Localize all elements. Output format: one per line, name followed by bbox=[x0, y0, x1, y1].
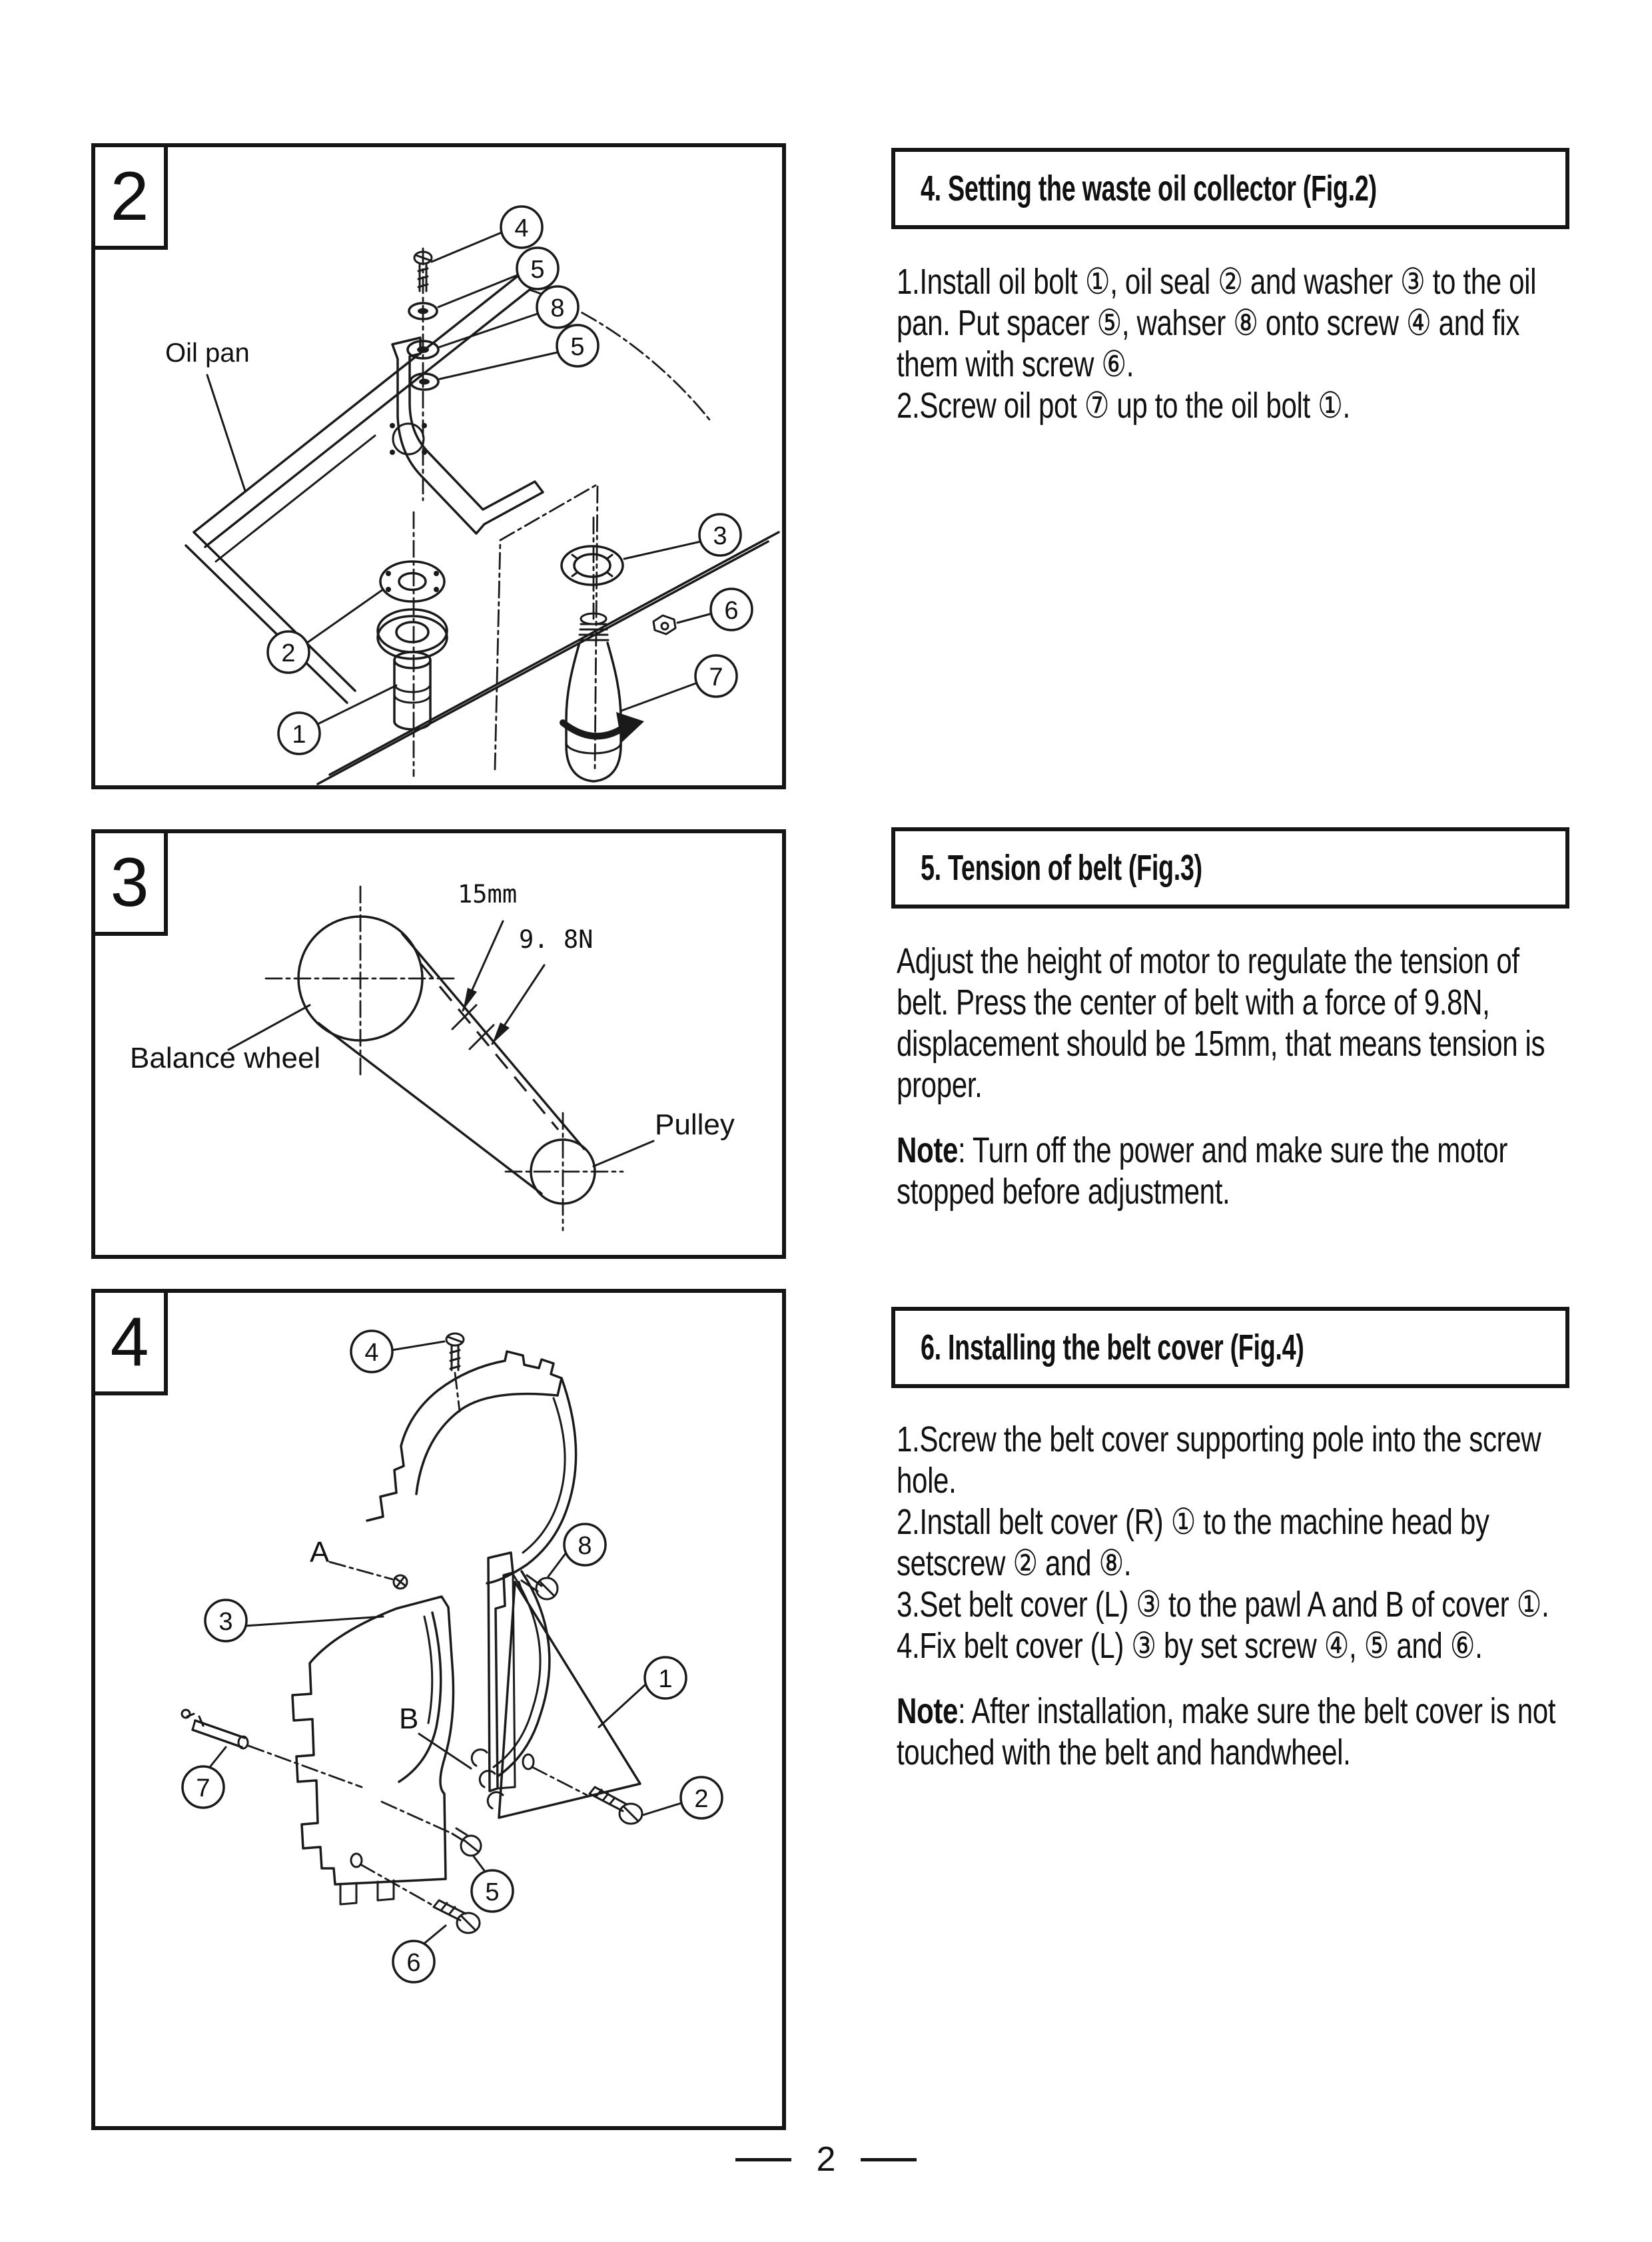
callout-7 bbox=[621, 655, 737, 711]
oil-pan-leader bbox=[207, 375, 245, 491]
pan-hole bbox=[390, 423, 427, 455]
figure-3-drawing bbox=[95, 833, 782, 1255]
footer-rule-right bbox=[861, 2158, 917, 2161]
section-6-title: 6. Installing the belt cover (Fig.4) bbox=[921, 1327, 1304, 1367]
balance-wheel-label: Balance wheel bbox=[130, 1042, 321, 1074]
section-4-body bbox=[897, 261, 1569, 426]
svg-text:5: 5 bbox=[570, 333, 585, 361]
screw-5-group bbox=[382, 1802, 481, 1856]
screw-2-group bbox=[532, 1767, 642, 1824]
svg-text:2: 2 bbox=[694, 1785, 709, 1813]
belt-cover-l-3 bbox=[292, 1597, 454, 1904]
figure-2-number-box bbox=[91, 143, 168, 250]
svg-text:1: 1 bbox=[292, 721, 306, 749]
section-4-step-1: 1.Install oil bolt ①, oil seal ② and washer ③ to the oil pan. Put spacer ⑤, wahser ⑧ onto screw ④ and fix them with screw ⑥. bbox=[897, 262, 1537, 384]
nut-6 bbox=[653, 615, 675, 634]
callout-6 bbox=[677, 589, 752, 630]
callout-5-lower bbox=[440, 325, 598, 379]
belt-cover-upper-piece bbox=[367, 1351, 576, 1583]
svg-text:3: 3 bbox=[218, 1608, 233, 1636]
section-4-header-box bbox=[891, 148, 1569, 229]
section-6-step-4: 4.Fix belt cover (L) ③ by set screw ④, ⑤ and ⑥. bbox=[897, 1626, 1483, 1666]
section-4-step-2: 2.Screw oil pot ⑦ up to the oil bolt ①. bbox=[897, 386, 1350, 426]
callout-1 bbox=[278, 685, 396, 754]
belt-lower-edge bbox=[318, 1023, 542, 1194]
figure-panel-3 bbox=[91, 829, 786, 1259]
figure-4-number-box bbox=[91, 1289, 168, 1395]
svg-text:4: 4 bbox=[364, 1339, 379, 1367]
callout-5 bbox=[472, 1856, 513, 1912]
pulley-label-group bbox=[594, 1108, 735, 1166]
callout-7 bbox=[183, 1747, 226, 1808]
projection-plane-dashdot bbox=[495, 484, 598, 769]
callout-2 bbox=[643, 1777, 722, 1818]
pawl-b-label: B bbox=[399, 1702, 419, 1735]
section-6-note bbox=[897, 1690, 1569, 1773]
svg-text:6: 6 bbox=[724, 597, 739, 625]
figure-3-number-box bbox=[91, 829, 168, 936]
svg-text:1: 1 bbox=[658, 1665, 673, 1693]
figure-4-number: 4 bbox=[110, 1303, 149, 1381]
callout-1 bbox=[599, 1657, 686, 1727]
figure-panel-4 bbox=[91, 1289, 786, 2130]
section-6-note-text: : After installation, make sure the belt cover is not touched with the belt and handwheel. bbox=[897, 1691, 1556, 1772]
section-5-header-box bbox=[891, 827, 1569, 909]
footer-rule-left bbox=[735, 2158, 791, 2161]
figure-2-drawing bbox=[95, 147, 782, 785]
dim-9-8n bbox=[492, 925, 593, 1044]
section-6-body bbox=[897, 1419, 1569, 1773]
callout-4 bbox=[351, 1331, 444, 1372]
oil-pan-inner-seam bbox=[216, 436, 375, 561]
svg-text:9. 8N: 9. 8N bbox=[519, 925, 594, 954]
figure-3-number: 3 bbox=[110, 843, 149, 921]
section-6-note-label: Note bbox=[897, 1691, 959, 1731]
svg-text:5: 5 bbox=[485, 1878, 500, 1906]
section-4-title: 4. Setting the waste oil collector (Fig.2) bbox=[921, 169, 1377, 208]
washer-2 bbox=[380, 561, 444, 601]
svg-text:5: 5 bbox=[530, 256, 545, 284]
svg-text:7: 7 bbox=[196, 1774, 210, 1802]
svg-text:7: 7 bbox=[709, 663, 723, 691]
section-6-step-1: 1.Screw the belt cover supporting pole into the screw hole. bbox=[897, 1419, 1541, 1501]
oil-bolt-1 bbox=[394, 652, 430, 729]
svg-text:4: 4 bbox=[514, 214, 529, 242]
pawl-a bbox=[310, 1536, 407, 1589]
callout-3 bbox=[624, 514, 741, 559]
section-5-body bbox=[897, 940, 1569, 1212]
callout-3 bbox=[205, 1600, 383, 1641]
oil-collector-bracket bbox=[392, 338, 543, 534]
belt-deflected-dashed bbox=[421, 964, 558, 1130]
balance-wheel-label-group bbox=[130, 1005, 320, 1074]
section-6-step-2: 2.Install belt cover (R) ① to the machine head by setscrew ② and ⑧. bbox=[897, 1502, 1489, 1583]
screw-4-group bbox=[446, 1333, 464, 1411]
oil-pan-label: Oil pan bbox=[165, 338, 250, 368]
oil-pan-front-edge bbox=[330, 532, 779, 775]
rotation-arrow bbox=[563, 723, 623, 736]
oil-pan-left-edge-inner bbox=[186, 546, 347, 703]
svg-text:3: 3 bbox=[713, 522, 727, 550]
page-footer bbox=[0, 2139, 1652, 2179]
section-5-paragraph: Adjust the height of motor to regulate the tension of belt. Press the center of belt with a force of 9.8N, displacement should be 15mm, that means tension is proper. bbox=[897, 941, 1545, 1105]
page-number: 2 bbox=[816, 2140, 836, 2179]
section-5-note-text: : Turn off the power and make sure the motor stopped before adjustment. bbox=[897, 1130, 1507, 1212]
svg-text:15mm: 15mm bbox=[458, 880, 518, 909]
section-5-note-label: Note bbox=[897, 1130, 959, 1170]
callout-6 bbox=[393, 1926, 446, 1982]
svg-text:8: 8 bbox=[578, 1532, 592, 1560]
section-5-title: 5. Tension of belt (Fig.3) bbox=[921, 848, 1202, 888]
oil-pan-back-edge bbox=[194, 275, 519, 532]
pawl-a-label: A bbox=[310, 1536, 330, 1569]
figure-panel-2 bbox=[91, 143, 786, 789]
svg-text:2: 2 bbox=[281, 639, 296, 667]
svg-text:6: 6 bbox=[406, 1949, 421, 1977]
figure-2-number: 2 bbox=[110, 157, 149, 235]
section-6-step-3: 3.Set belt cover (L) ③ to the pawl A and B of cover ①. bbox=[897, 1585, 1549, 1625]
svg-text:8: 8 bbox=[550, 294, 565, 322]
washer-3 bbox=[562, 546, 623, 585]
section-6-header-box bbox=[891, 1307, 1569, 1388]
section-5-note bbox=[897, 1130, 1569, 1212]
pulley-label: Pulley bbox=[655, 1108, 735, 1141]
dim-15mm bbox=[458, 880, 517, 1010]
figure-4-drawing bbox=[95, 1293, 782, 2126]
oil-pot-7 bbox=[563, 613, 644, 781]
